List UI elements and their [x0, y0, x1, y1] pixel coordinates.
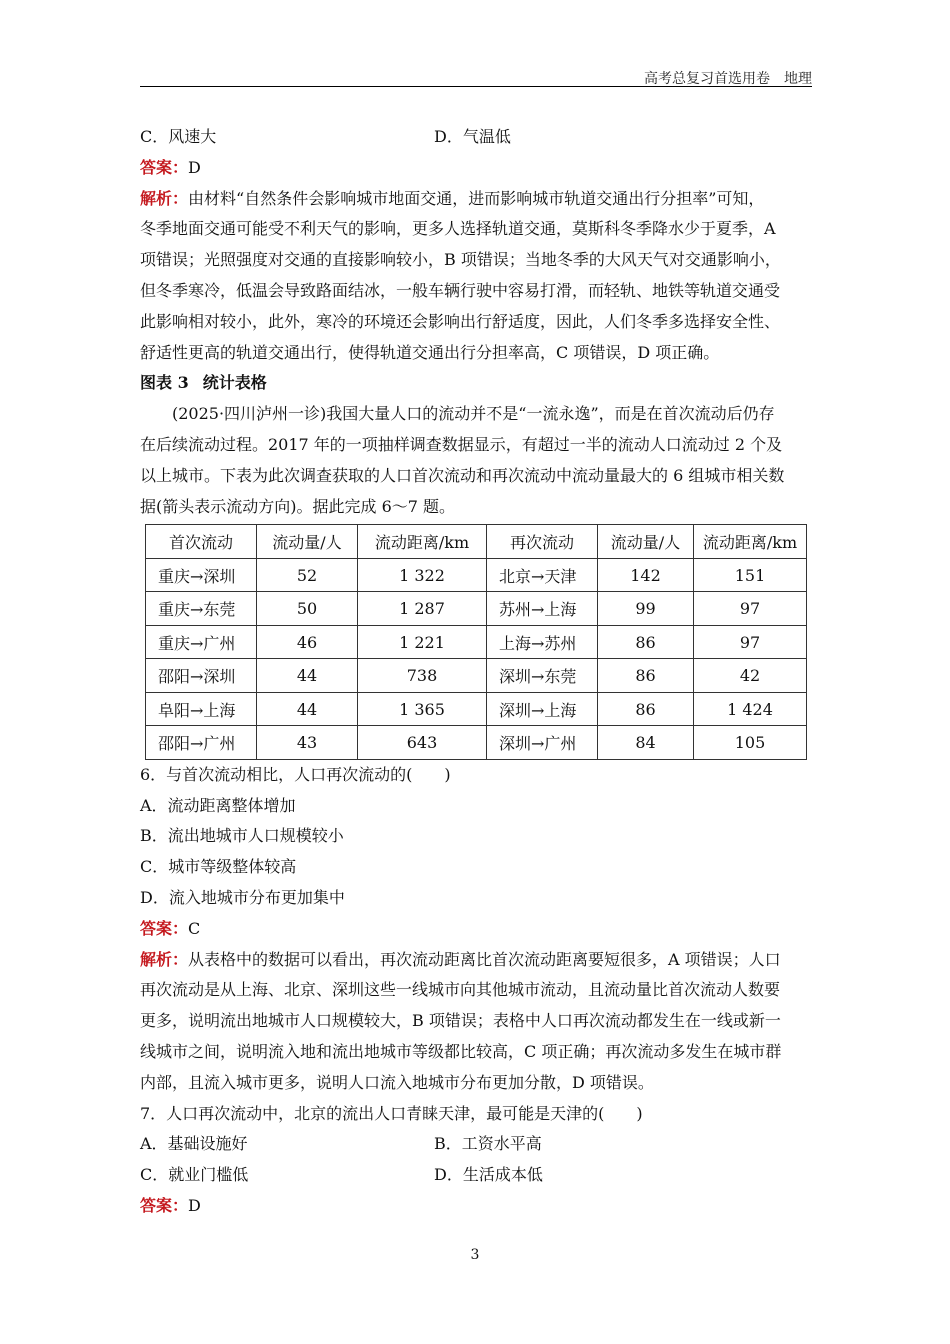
table-cell: 46 [257, 625, 358, 659]
table-cell: 深圳→广州 [487, 726, 598, 760]
section-number: 图表 3 [140, 373, 189, 393]
analysis-line: 再次流动是从上海、北京、深圳这些一线城市向其他城市流动，且流动量比首次流动人数要 [140, 980, 781, 1000]
q7-answer [140, 1191, 812, 1222]
answer-value: D [188, 157, 201, 177]
answer-label: 答案： [140, 1196, 189, 1216]
migration-table [145, 524, 807, 760]
analysis-label: 解析： [140, 949, 189, 969]
q7-option-b: B．工资水平高 [434, 1134, 542, 1154]
answer-value: C [188, 918, 201, 938]
table-row [146, 592, 807, 626]
page-number: 3 [470, 1247, 480, 1263]
q6-option-b: B．流出地城市人口规模较小 [140, 826, 344, 846]
table-row [146, 558, 807, 592]
table-cell: 97 [694, 625, 807, 659]
table-cell: 1 365 [358, 692, 487, 726]
table-cell: 50 [257, 592, 358, 626]
q6-stem: 6．与首次流动相比，人口再次流动的( ) [140, 764, 451, 784]
table-cell: 738 [358, 659, 487, 693]
q5-answer [140, 153, 812, 184]
table-cell: 84 [598, 726, 694, 760]
q7-stem: 7．人口再次流动中，北京的流出人口青睐天津，最可能是天津的( ) [140, 1103, 643, 1123]
answer-label: 答案： [140, 918, 189, 938]
column-header: 首次流动 [146, 525, 257, 559]
table-row [146, 659, 807, 693]
table-row [146, 692, 807, 726]
table-cell: 86 [598, 659, 694, 693]
table-cell: 重庆→东莞 [146, 592, 257, 626]
running-header: 高考总复习首选用卷 地理 [644, 71, 812, 87]
column-header: 再次流动 [487, 525, 598, 559]
q7-options-row [140, 1160, 812, 1191]
table-cell: 52 [257, 558, 358, 592]
q7-options-row [140, 1129, 812, 1160]
section-title [140, 368, 812, 399]
analysis-line: 冬季地面交通可能受不利天气的影响，更多人选择轨道交通，莫斯科冬季降水少于夏季，A [140, 219, 776, 239]
q6-option-d: D．流入地城市分布更加集中 [140, 888, 345, 908]
column-header: 流动量/人 [598, 525, 694, 559]
analysis-line: 但冬季寒冷，低温会导致路面结冰，一般车辆行驶中容易打滑，而轻轨、地铁等轨道交通受 [140, 280, 781, 300]
q7-option-a: A．基础设施好 [140, 1134, 248, 1154]
q5-analysis [140, 184, 812, 369]
table-cell: 北京→天津 [487, 558, 598, 592]
table-cell: 43 [257, 726, 358, 760]
table-cell: 邵阳→广州 [146, 726, 257, 760]
q5-option-c: C．风速大 [140, 127, 217, 146]
table-cell: 97 [694, 592, 807, 626]
q7-option-d: D．生活成本低 [434, 1165, 543, 1185]
table-cell: 44 [257, 659, 358, 693]
header-divider [140, 86, 812, 87]
table-cell: 1 287 [358, 592, 487, 626]
analysis-line: 解析：由材料“自然条件会影响城市地面交通，进而影响城市轨道交通出行分担率”可知， [140, 188, 765, 208]
table-cell: 1 221 [358, 625, 487, 659]
column-header: 流动距离/km [694, 525, 807, 559]
analysis-line: 更多，说明流出地城市人口规模较大，B 项错误；表格中人口再次流动都发生在一线或新一 [140, 1011, 781, 1031]
intro-paragraph [140, 399, 812, 522]
table-row [146, 726, 807, 760]
table-cell: 86 [598, 625, 694, 659]
table-cell: 重庆→广州 [146, 625, 257, 659]
table-header-row [146, 525, 807, 559]
analysis-line: 线城市之间，说明流入地和流出地城市等级都比较高，C 项正确；再次流动多发生在城市群 [140, 1042, 782, 1062]
analysis-line: 此影响相对较小，此外，寒冷的环境还会影响出行舒适度，因此，人们冬季多选择安全性、 [140, 311, 781, 331]
analysis-line: 内部，且流入城市更多，说明人口流入地城市分布更加分散，D 项错误。 [140, 1072, 654, 1092]
analysis-line: 项错误；光照强度对交通的直接影响较小，B 项错误；当地冬季的大风天气对交通影响小， [140, 250, 781, 270]
analysis-label: 解析： [140, 188, 189, 208]
column-header: 流动距离/km [358, 525, 487, 559]
analysis-line: 舒适性更高的轨道交通出行，使得轨道交通出行分担率高，C 项错误，D 项正确。 [140, 342, 720, 362]
intro-line: (2025·四川泸州一诊)我国大量人口的流动并不是“一流永逸”，而是在首次流动后仍存 [172, 404, 775, 424]
table-cell: 142 [598, 558, 694, 592]
table-cell: 99 [598, 592, 694, 626]
table-cell: 重庆→深圳 [146, 558, 257, 592]
table-cell: 151 [694, 558, 807, 592]
intro-line: 在后续流动过程。2017 年的一项抽样调查数据显示，有超过一半的流动人口流动过 2 个及 [140, 434, 783, 454]
table-cell: 42 [694, 659, 807, 693]
table-cell: 上海→苏州 [487, 625, 598, 659]
page-body [140, 122, 812, 1222]
q6-option-c: C．城市等级整体较高 [140, 857, 297, 877]
table-cell: 苏州→上海 [487, 592, 598, 626]
q6-option-a: A．流动距离整体增加 [140, 795, 296, 815]
intro-line: 以上城市。下表为此次调查获取的人口首次流动和再次流动中流动量最大的 6 组城市相关数 [140, 465, 785, 485]
table-row [146, 625, 807, 659]
q5-option-d: D．气温低 [434, 127, 511, 146]
table-cell: 86 [598, 692, 694, 726]
answer-value: D [188, 1196, 201, 1216]
table-cell: 阜阳→上海 [146, 692, 257, 726]
q5-options-row [140, 122, 812, 153]
table-cell: 643 [358, 726, 487, 760]
q7-option-c: C．就业门槛低 [140, 1165, 249, 1185]
table-cell: 邵阳→深圳 [146, 659, 257, 693]
table-cell: 1 322 [358, 558, 487, 592]
table-cell: 44 [257, 692, 358, 726]
section-name: 统计表格 [202, 373, 267, 393]
q6-answer [140, 914, 812, 945]
analysis-line: 解析：从表格中的数据可以看出，再次流动距离比首次流动距离要短很多，A 项错误；人口 [140, 949, 781, 969]
intro-line: 据(箭头表示流动方向)。据此完成 6～7 题。 [140, 496, 456, 516]
table-cell: 深圳→东莞 [487, 659, 598, 693]
q6-analysis [140, 945, 812, 1099]
column-header: 流动量/人 [257, 525, 358, 559]
answer-label: 答案： [140, 157, 189, 177]
table-cell: 深圳→上海 [487, 692, 598, 726]
table-cell: 1 424 [694, 692, 807, 726]
table-cell: 105 [694, 726, 807, 760]
